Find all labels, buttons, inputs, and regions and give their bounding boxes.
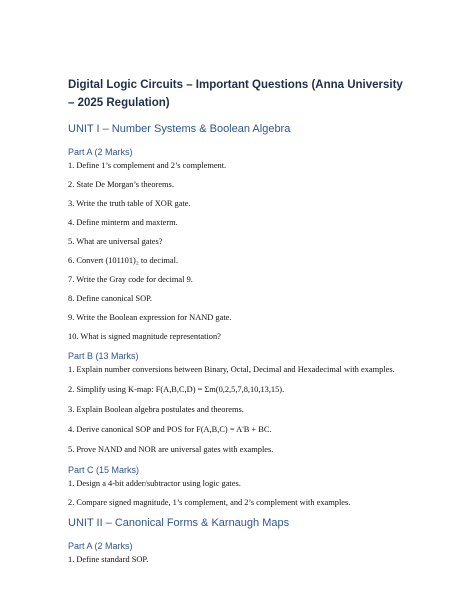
question-item: 5. Prove NAND and NOR are universal gates with examples. — [68, 445, 274, 454]
document-title: Digital Logic Circuits – Important Questions (Anna University – 2025 Regulation) — [68, 79, 403, 109]
unit-1-heading: UNIT I – Number Systems & Boolean Algebra — [68, 123, 291, 135]
question-item: 1. Define standard SOP. — [68, 555, 149, 564]
unit-1-part-b — [68, 350, 408, 455]
question-item: 2. State De Morgan’s theorems. — [68, 180, 174, 189]
unit-2-heading: UNIT II – Canonical Forms & Karnaugh Maps — [68, 517, 290, 529]
unit-1-part-c-heading: Part C (15 Marks) — [68, 465, 140, 475]
unit-1-part-a-heading: Part A (2 Marks) — [68, 147, 133, 157]
question-item: 1. Design a 4-bit adder/subtractor using logic gates. — [68, 479, 241, 488]
question-item: 3. Explain Boolean algebra postulates and theorems. — [68, 405, 244, 414]
question-item: 2. Compare signed magnitude, 1’s complement, and 2’s complement with examples. — [68, 498, 351, 507]
question-item: 6. Convert (101101)₂ to decimal. — [68, 256, 179, 265]
question-item: 5. What are universal gates? — [68, 237, 163, 246]
question-item: 7. Write the Gray code for decimal 9. — [68, 275, 193, 284]
question-item: 2. Simplify using K-map: F(A,B,C,D) = Σm(0,2,5,7,8,10,13,15). — [68, 385, 285, 394]
question-item: 1. Explain number conversions between Binary, Octal, Decimal and Hexadecimal with examples. — [68, 365, 395, 374]
unit-2-part-a-heading: Part A (2 Marks) — [68, 541, 133, 551]
question-item: 9. Write the Boolean expression for NAND gate. — [68, 313, 232, 322]
question-item: 1. Define 1’s complement and 2’s complement. — [68, 161, 227, 170]
question-item: 10. What is signed magnitude representation? — [68, 332, 221, 341]
question-item: 3. Write the truth table of XOR gate. — [68, 199, 191, 208]
unit-1-part-b-heading: Part B (13 Marks) — [68, 351, 139, 361]
question-item: 8. Define canonical SOP. — [68, 294, 152, 303]
question-item: 4. Derive canonical SOP and POS for F(A,B,C) = A'B + BC. — [68, 425, 272, 434]
document-content — [68, 76, 408, 573]
question-item: 4. Define minterm and maxterm. — [68, 218, 178, 227]
